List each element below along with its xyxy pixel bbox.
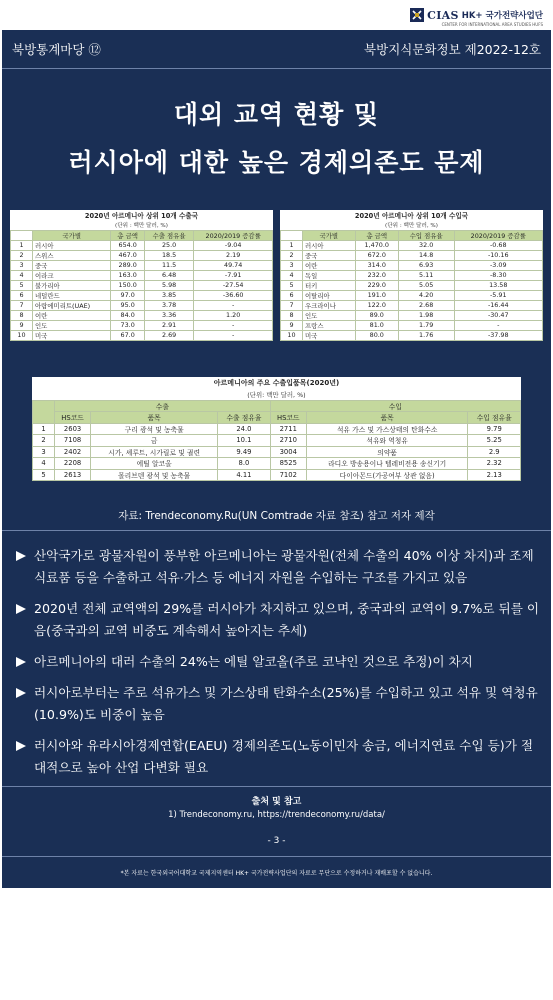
table-row bbox=[281, 300, 543, 310]
table-cell: -37.98 bbox=[454, 330, 543, 340]
header-row bbox=[2, 30, 551, 68]
table-cell: -3.09 bbox=[454, 260, 543, 270]
table-cell: 4.11 bbox=[218, 469, 271, 481]
triangle-bullet-icon bbox=[16, 741, 26, 751]
table-cell: 프랑스 bbox=[303, 320, 356, 330]
bullet-item: 아르메니아의 대러 수출의 24%는 에틸 알코올(주로 코냑인 것으로 추정)이 차지 bbox=[16, 651, 543, 673]
export-col-amount: 총 금액 bbox=[111, 230, 144, 240]
triangle-bullet-icon bbox=[16, 551, 26, 561]
row-index: 9 bbox=[11, 320, 33, 330]
table-row bbox=[281, 280, 543, 290]
table-cell: 24.0 bbox=[218, 423, 271, 435]
table-row bbox=[11, 280, 273, 290]
table-cell: -7.91 bbox=[194, 270, 273, 280]
table-cell: 시가, 셰루트, 시가릴로 및 궐련 bbox=[91, 446, 218, 458]
row-index: 3 bbox=[281, 260, 303, 270]
footnote: *본 자료는 한국외국어대학교 국제지역센터 HK+ 국가전략사업단의 자료로 무단으로 수정하거나 재배포할 수 없습니다. bbox=[120, 870, 433, 877]
table-cell: 이란 bbox=[33, 310, 111, 320]
table-cell: 8.0 bbox=[218, 458, 271, 470]
table-cell: 11.5 bbox=[144, 260, 193, 270]
table-row bbox=[11, 330, 273, 340]
export-col-share: 수출 점유율 bbox=[144, 230, 193, 240]
table-cell: 4.20 bbox=[398, 290, 454, 300]
table-cell: 3.85 bbox=[144, 290, 193, 300]
table-cell: 3004 bbox=[270, 446, 306, 458]
table-cell: 9.49 bbox=[218, 446, 271, 458]
table-cell: -5.91 bbox=[454, 290, 543, 300]
table-cell: 2613 bbox=[55, 469, 91, 481]
table-row bbox=[11, 270, 273, 280]
goods-col-import-item: 품목 bbox=[306, 412, 468, 424]
table-cell: 아랍에미리트(UAE) bbox=[33, 300, 111, 310]
refs-divider bbox=[2, 786, 551, 787]
table-cell: 2.19 bbox=[194, 250, 273, 260]
table-cell: 95.0 bbox=[111, 300, 144, 310]
bullet-list bbox=[16, 545, 543, 788]
row-index: 2 bbox=[33, 435, 55, 447]
table-cell: 2603 bbox=[55, 423, 91, 435]
table-cell: -30.47 bbox=[454, 310, 543, 320]
table-row bbox=[11, 260, 273, 270]
table-cell: 중국 bbox=[303, 250, 356, 260]
table-cell: -27.54 bbox=[194, 280, 273, 290]
row-index: 8 bbox=[11, 310, 33, 320]
row-index: 1 bbox=[11, 240, 33, 250]
references-title: 출처 및 참고 bbox=[251, 797, 302, 807]
top-bar bbox=[0, 0, 553, 30]
row-index: 9 bbox=[281, 320, 303, 330]
table-cell: 5.98 bbox=[144, 280, 193, 290]
table-row bbox=[281, 270, 543, 280]
goods-table-body bbox=[33, 423, 521, 481]
reference-item: 1) Trendeconomy.ru, https://trendeconomy.ru/data/ bbox=[168, 810, 385, 820]
table-cell: 122.0 bbox=[355, 300, 398, 310]
table-cell: 229.0 bbox=[355, 280, 398, 290]
triangle-bullet-icon bbox=[16, 688, 26, 698]
row-index: 5 bbox=[281, 280, 303, 290]
table-cell: 이탈리아 bbox=[303, 290, 356, 300]
row-index: 10 bbox=[281, 330, 303, 340]
table-cell: 18.5 bbox=[144, 250, 193, 260]
table-cell: 미국 bbox=[33, 330, 111, 340]
table-cell: 의약품 bbox=[306, 446, 468, 458]
table-cell: 2.68 bbox=[398, 300, 454, 310]
table-cell: - bbox=[194, 300, 273, 310]
goods-col-export-item: 품목 bbox=[91, 412, 218, 424]
export-countries-table bbox=[10, 210, 273, 341]
row-index: 2 bbox=[11, 250, 33, 260]
table-cell: 구리 광석 및 농축물 bbox=[91, 423, 218, 435]
table-cell: 81.0 bbox=[355, 320, 398, 330]
row-index: 7 bbox=[11, 300, 33, 310]
logo-cias-text: CIAS bbox=[427, 8, 459, 22]
table-cell: 2.13 bbox=[468, 469, 521, 481]
table-cell: 러시아 bbox=[33, 240, 111, 250]
table-cell: 미국 bbox=[303, 330, 356, 340]
table-cell: 89.0 bbox=[355, 310, 398, 320]
table-cell: 이란 bbox=[303, 260, 356, 270]
table-cell: -8.30 bbox=[454, 270, 543, 280]
table-cell: 라디오 방송용이나 텔레비전용 송신기기 bbox=[306, 458, 468, 470]
import-col-share: 수입 점유율 bbox=[398, 230, 454, 240]
table-cell: 우크라이나 bbox=[303, 300, 356, 310]
goods-table-sub-header bbox=[33, 412, 521, 424]
triangle-bullet-icon bbox=[16, 657, 26, 667]
row-index: 4 bbox=[33, 458, 55, 470]
table-cell: 몰리브덴 광석 및 농축물 bbox=[91, 469, 218, 481]
row-index: 8 bbox=[281, 310, 303, 320]
table-cell: 3.78 bbox=[144, 300, 193, 310]
table-cell: 네덜란드 bbox=[33, 290, 111, 300]
table-cell: 1.20 bbox=[194, 310, 273, 320]
table-cell: - bbox=[454, 320, 543, 330]
import-table-body bbox=[281, 240, 543, 340]
table-cell: 2.9 bbox=[468, 446, 521, 458]
table-cell: 672.0 bbox=[355, 250, 398, 260]
export-table-caption: 2020년 아르메니아 상위 10개 수출국 bbox=[11, 210, 273, 220]
triangle-bullet-icon bbox=[16, 604, 26, 614]
table-cell: 80.0 bbox=[355, 330, 398, 340]
table-cell: 25.0 bbox=[144, 240, 193, 250]
table-cell: 2711 bbox=[270, 423, 306, 435]
row-index: 2 bbox=[281, 250, 303, 260]
table-cell: -16.44 bbox=[454, 300, 543, 310]
table-cell: 석유와 역청유 bbox=[306, 435, 468, 447]
row-index: 3 bbox=[33, 446, 55, 458]
table-cell: 불가리아 bbox=[33, 280, 111, 290]
table-cell: 석유 가스 및 가스상태의 탄화수소 bbox=[306, 423, 468, 435]
table-cell: 1.79 bbox=[398, 320, 454, 330]
table-cell: 러시아 bbox=[303, 240, 356, 250]
table-cell: 289.0 bbox=[111, 260, 144, 270]
table-row bbox=[33, 458, 521, 470]
table-cell: 금 bbox=[91, 435, 218, 447]
export-table-unit: (단위 : 백만 달러, %) bbox=[11, 220, 273, 230]
table-cell: 13.58 bbox=[454, 280, 543, 290]
table-cell: 14.8 bbox=[398, 250, 454, 260]
table-cell: 10.1 bbox=[218, 435, 271, 447]
table-cell: 654.0 bbox=[111, 240, 144, 250]
table-cell: 49.74 bbox=[194, 260, 273, 270]
table-cell: 467.0 bbox=[111, 250, 144, 260]
table-cell: 2.69 bbox=[144, 330, 193, 340]
source-divider bbox=[2, 530, 551, 531]
table-cell: 67.0 bbox=[111, 330, 144, 340]
table-cell: 터키 bbox=[303, 280, 356, 290]
table-cell: 독일 bbox=[303, 270, 356, 280]
table-row bbox=[11, 310, 273, 320]
page-title-line-2: 러시아에 대한 높은 경제의존도 문제 bbox=[68, 148, 485, 177]
table-cell: 중국 bbox=[33, 260, 111, 270]
import-table-header bbox=[281, 230, 543, 240]
table-row bbox=[281, 240, 543, 250]
import-col-change: 2020/2019 증감률 bbox=[454, 230, 543, 240]
table-cell: 1.76 bbox=[398, 330, 454, 340]
goods-table-unit: (단위: 백만 달러, %) bbox=[33, 389, 521, 401]
table-cell: 에틸 알코올 bbox=[91, 458, 218, 470]
footer-divider bbox=[2, 856, 551, 857]
table-cell: - bbox=[194, 330, 273, 340]
table-row bbox=[33, 446, 521, 458]
table-row bbox=[281, 330, 543, 340]
goods-col-export-hs: HS코드 bbox=[55, 412, 91, 424]
table-cell: 6.93 bbox=[398, 260, 454, 270]
row-index: 10 bbox=[11, 330, 33, 340]
cias-emblem-icon bbox=[410, 8, 424, 22]
table-cell: 8525 bbox=[270, 458, 306, 470]
cias-logo bbox=[410, 8, 543, 27]
import-table-unit: (단위 : 백만 달러, %) bbox=[281, 220, 543, 230]
import-col-amount: 총 금액 bbox=[355, 230, 398, 240]
import-table-caption: 2020년 아르메니아 상위 10개 수입국 bbox=[281, 210, 543, 220]
series-label: 북방통계마당 ⑫ bbox=[12, 42, 101, 57]
row-index: 4 bbox=[281, 270, 303, 280]
table-cell: 6.48 bbox=[144, 270, 193, 280]
export-table-container bbox=[10, 210, 273, 341]
table-cell: 인도 bbox=[303, 310, 356, 320]
table-cell: 5.11 bbox=[398, 270, 454, 280]
logo-hk-text: HK+ 국가전략사업단 bbox=[461, 11, 543, 21]
table-cell: 9.79 bbox=[468, 423, 521, 435]
table-cell: 150.0 bbox=[111, 280, 144, 290]
bullet-item: 러시아로부터는 주로 석유가스 및 가스상태 탄화수소(25%)를 수입하고 있고 석유 및 역청유(10.9%)도 비중이 높음 bbox=[16, 682, 543, 726]
table-cell: 1,470.0 bbox=[355, 240, 398, 250]
table-cell: 163.0 bbox=[111, 270, 144, 280]
goods-col-export-share: 수출 점유율 bbox=[218, 412, 271, 424]
bullet-item: 러시아와 유라시아경제연합(EAEU) 경제의존도(노동이민자 송금, 에너지연료 수입 등)가 절대적으로 높아 산업 다변화 필요 bbox=[16, 735, 543, 779]
table-cell: 1.98 bbox=[398, 310, 454, 320]
row-index: 6 bbox=[11, 290, 33, 300]
logo-subtitle: CENTER FOR INTERNATIONAL AREA STUDIES HUFS bbox=[441, 22, 543, 27]
goods-export-group: 수출 bbox=[55, 400, 271, 412]
export-col-change: 2020/2019 증감률 bbox=[194, 230, 273, 240]
import-countries-table bbox=[280, 210, 543, 341]
table-cell: 84.0 bbox=[111, 310, 144, 320]
table-row bbox=[11, 300, 273, 310]
header-divider bbox=[2, 68, 551, 69]
table-cell: 314.0 bbox=[355, 260, 398, 270]
row-index: 6 bbox=[281, 290, 303, 300]
table-row bbox=[281, 290, 543, 300]
table-cell: 97.0 bbox=[111, 290, 144, 300]
table-cell: 5.05 bbox=[398, 280, 454, 290]
goods-table-container bbox=[32, 377, 521, 481]
bullet-item: 산악국가로 광물자원이 풍부한 아르메니아는 광물자원(전체 수출의 40% 이상 차지)과 조제식료품 등을 수출하고 석유·가스 등 에너지 자원을 수입하는 구조를 가지고 있음 bbox=[16, 545, 543, 589]
table-cell: 7102 bbox=[270, 469, 306, 481]
table-cell: -36.60 bbox=[194, 290, 273, 300]
table-row bbox=[281, 260, 543, 270]
table-cell: 73.0 bbox=[111, 320, 144, 330]
import-col-country: 국가별 bbox=[303, 230, 356, 240]
table-cell: -10.16 bbox=[454, 250, 543, 260]
row-index: 3 bbox=[11, 260, 33, 270]
export-col-country: 국가별 bbox=[33, 230, 111, 240]
table-cell: - bbox=[194, 320, 273, 330]
table-row bbox=[11, 320, 273, 330]
table-row bbox=[33, 435, 521, 447]
issue-number: 북방지식문화정보 제2022-12호 bbox=[364, 42, 541, 57]
table-cell: 7108 bbox=[55, 435, 91, 447]
table-cell: 인도 bbox=[33, 320, 111, 330]
table-row bbox=[11, 250, 273, 260]
table-cell: 이라크 bbox=[33, 270, 111, 280]
table-cell: 32.0 bbox=[398, 240, 454, 250]
page-number: - 3 - bbox=[267, 836, 286, 846]
goods-col-import-share: 수입 점유율 bbox=[468, 412, 521, 424]
row-index: 4 bbox=[11, 270, 33, 280]
row-index: 1 bbox=[281, 240, 303, 250]
table-cell: 5.25 bbox=[468, 435, 521, 447]
goods-col-import-hs: HS코드 bbox=[270, 412, 306, 424]
table-cell: -9.04 bbox=[194, 240, 273, 250]
import-table-container bbox=[280, 210, 543, 341]
table-cell: 다이아몬드(가공여부 상관 없음) bbox=[306, 469, 468, 481]
table-cell: 2208 bbox=[55, 458, 91, 470]
bullet-item: 2020년 전체 교역액의 29%를 러시아가 차지하고 있으며, 중국과의 교역이 9.7%로 뒤를 이음(중국과의 교역 비중도 계속해서 높아지는 추세) bbox=[16, 598, 543, 642]
table-row bbox=[281, 310, 543, 320]
export-table-header bbox=[11, 230, 273, 240]
table-cell: 2.32 bbox=[468, 458, 521, 470]
table-cell: 2402 bbox=[55, 446, 91, 458]
row-index: 7 bbox=[281, 300, 303, 310]
table-cell: 2.91 bbox=[144, 320, 193, 330]
source-caption: 자료: Trendeconomy.Ru(UN Comtrade 자료 참조) 참고 저자 제작 bbox=[118, 510, 435, 522]
table-cell: 2710 bbox=[270, 435, 306, 447]
table-cell: 232.0 bbox=[355, 270, 398, 280]
table-cell: 3.36 bbox=[144, 310, 193, 320]
table-row bbox=[11, 240, 273, 250]
table-row bbox=[33, 423, 521, 435]
row-index: 5 bbox=[11, 280, 33, 290]
table-cell: -0.68 bbox=[454, 240, 543, 250]
table-row bbox=[11, 290, 273, 300]
table-row bbox=[281, 320, 543, 330]
major-goods-table bbox=[32, 377, 521, 481]
page-panel bbox=[2, 30, 551, 888]
goods-table-group-header bbox=[33, 400, 521, 412]
goods-import-group: 수입 bbox=[270, 400, 520, 412]
export-table-body bbox=[11, 240, 273, 340]
table-cell: 스위스 bbox=[33, 250, 111, 260]
row-index: 5 bbox=[33, 469, 55, 481]
row-index: 1 bbox=[33, 423, 55, 435]
table-cell: 191.0 bbox=[355, 290, 398, 300]
table-row bbox=[281, 250, 543, 260]
table-row bbox=[33, 469, 521, 481]
goods-table-caption: 아르메니아의 주요 수출입품목(2020년) bbox=[33, 377, 521, 389]
page-title-line-1: 대외 교역 현황 및 bbox=[173, 100, 380, 129]
